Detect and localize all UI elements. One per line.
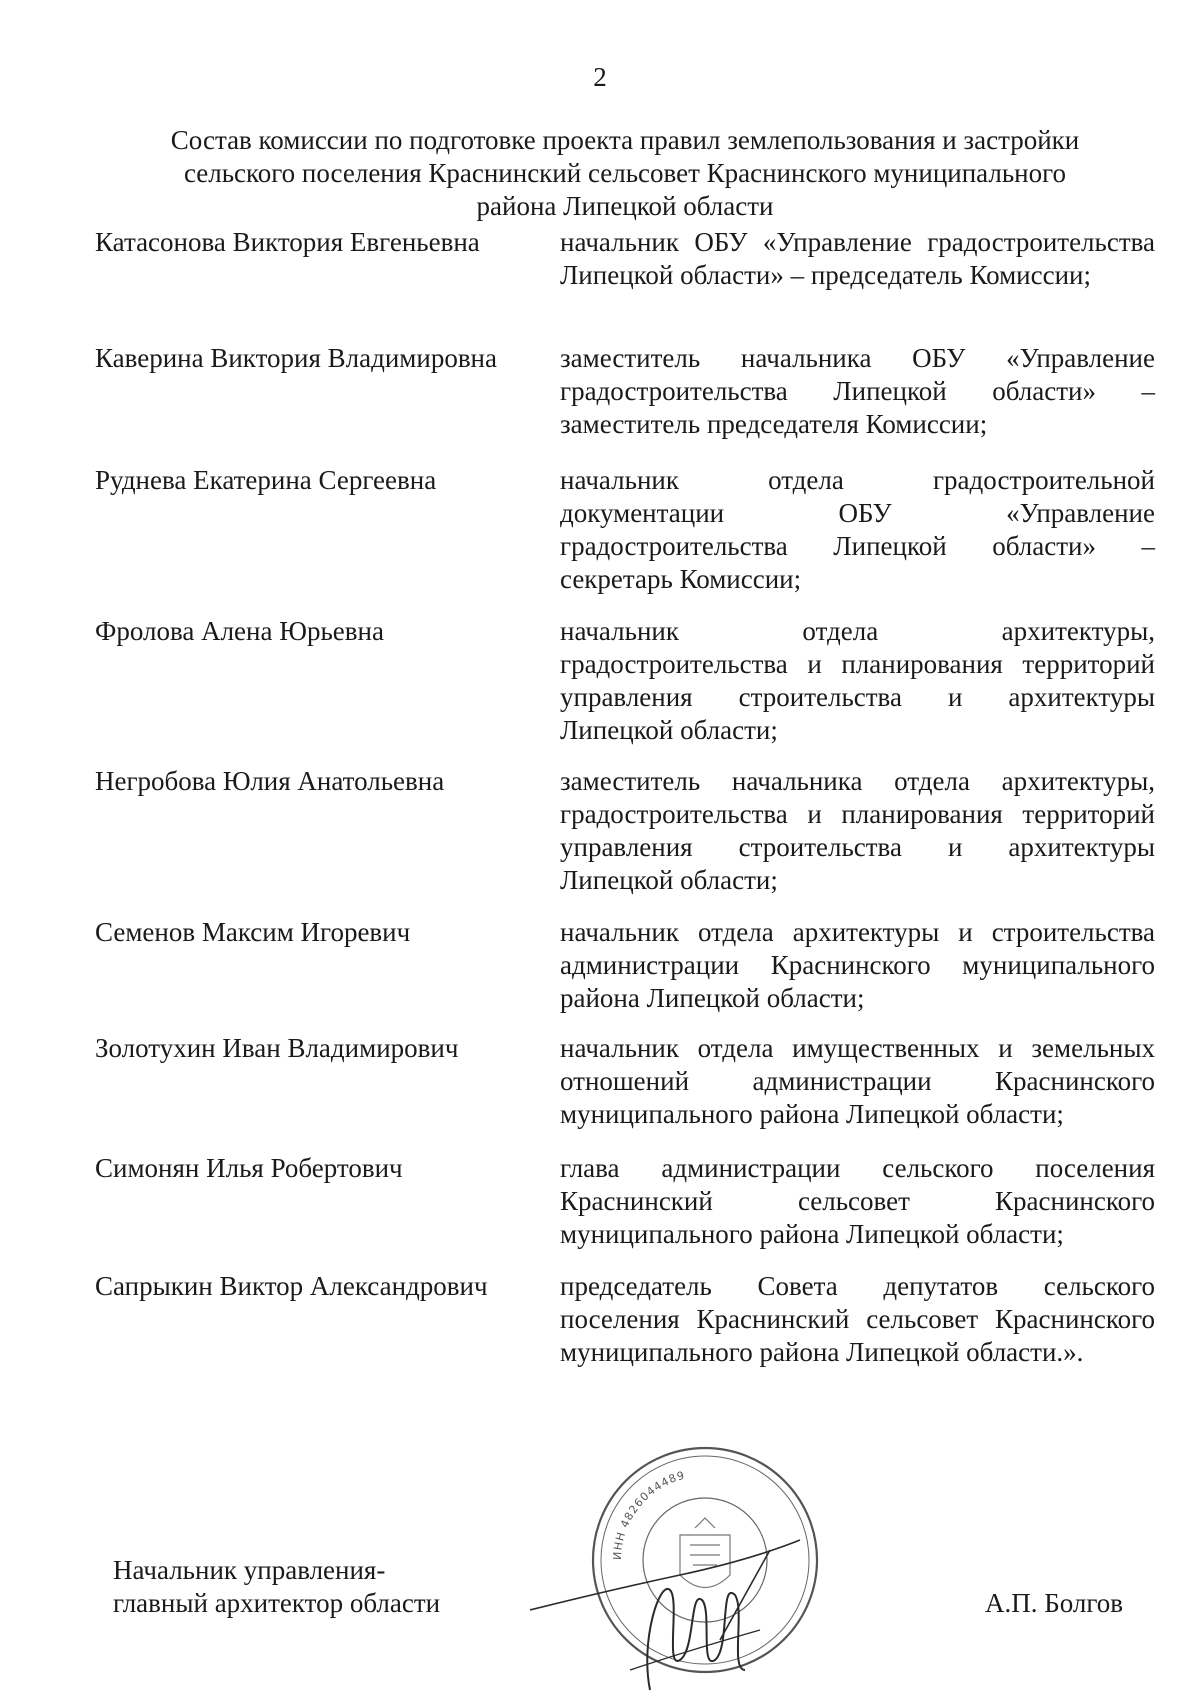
page-number: 2 [593,62,607,92]
member-name: Каверина Виктория Владимировна [95,343,497,373]
member-role: начальник отдела архитектуры, градостроительства и планирования территорий управления строительства и архитектуры Липецкой области; [560,616,1155,745]
signatory-title [113,1554,440,1620]
member-role: начальник отдела архитектуры и строительства администрации Краснинского муниципального района Липецкой области; [560,917,1155,1013]
heading-line: сельского поселения Краснинский сельсовет Краснинского муниципального [183,158,1067,188]
member-name: Семенов Максим Игоревич [95,917,411,947]
member-name: Руднева Екатерина Сергеевна [95,465,437,495]
member-role: председатель Совета депутатов сельского поселения Краснинский сельсовет Краснинского муниципального района Липецкой области.». [560,1271,1155,1367]
member-role: начальник отдела имущественных и земельных отношений администрации Краснинского муниципального района Липецкой области; [560,1033,1155,1129]
member-name: Симонян Илья Робертович [95,1153,403,1183]
stamp-text: ИНН 4826044489 [610,1468,687,1561]
member-name: Фролова Алена Юрьевна [95,616,384,646]
signatory-title-line: главный архитектор области [113,1588,441,1618]
member-name: Негробова Юлия Анатольевна [95,766,445,796]
member-role: глава администрации сельского поселения Краснинский сельсовет Краснинского муниципального района Липецкой области; [560,1153,1155,1249]
signatory-name: А.П. Болгов [985,1588,1124,1618]
handwritten-signature [530,1520,830,1697]
member-name: Сапрыкин Виктор Александрович [95,1271,488,1301]
heading-line: района Липецкой области [476,191,774,221]
document-heading [130,124,1120,223]
member-role: начальник отдела градостроительной документации ОБУ «Управление градостроительства Липецкой области» – секретарь Комиссии; [560,465,1155,594]
member-name: Золотухин Иван Владимирович [95,1033,459,1063]
heading-line: Состав комиссии по подготовке проекта правил землепользования и застройки [170,125,1080,155]
member-role: заместитель начальника отдела архитектуры, градостроительства и планирования территорий управления строительства и архитектуры Липецкой области; [560,766,1155,895]
member-role: начальник ОБУ «Управление градостроительства Липецкой области» – председатель Комиссии; [560,227,1155,290]
member-name: Катасонова Виктория Евгеньевна [95,227,480,257]
member-role: заместитель начальника ОБУ «Управление градостроительства Липецкой области» – заместитель председателя Комиссии; [560,343,1155,439]
signatory-title-line: Начальник управления- [113,1555,386,1585]
